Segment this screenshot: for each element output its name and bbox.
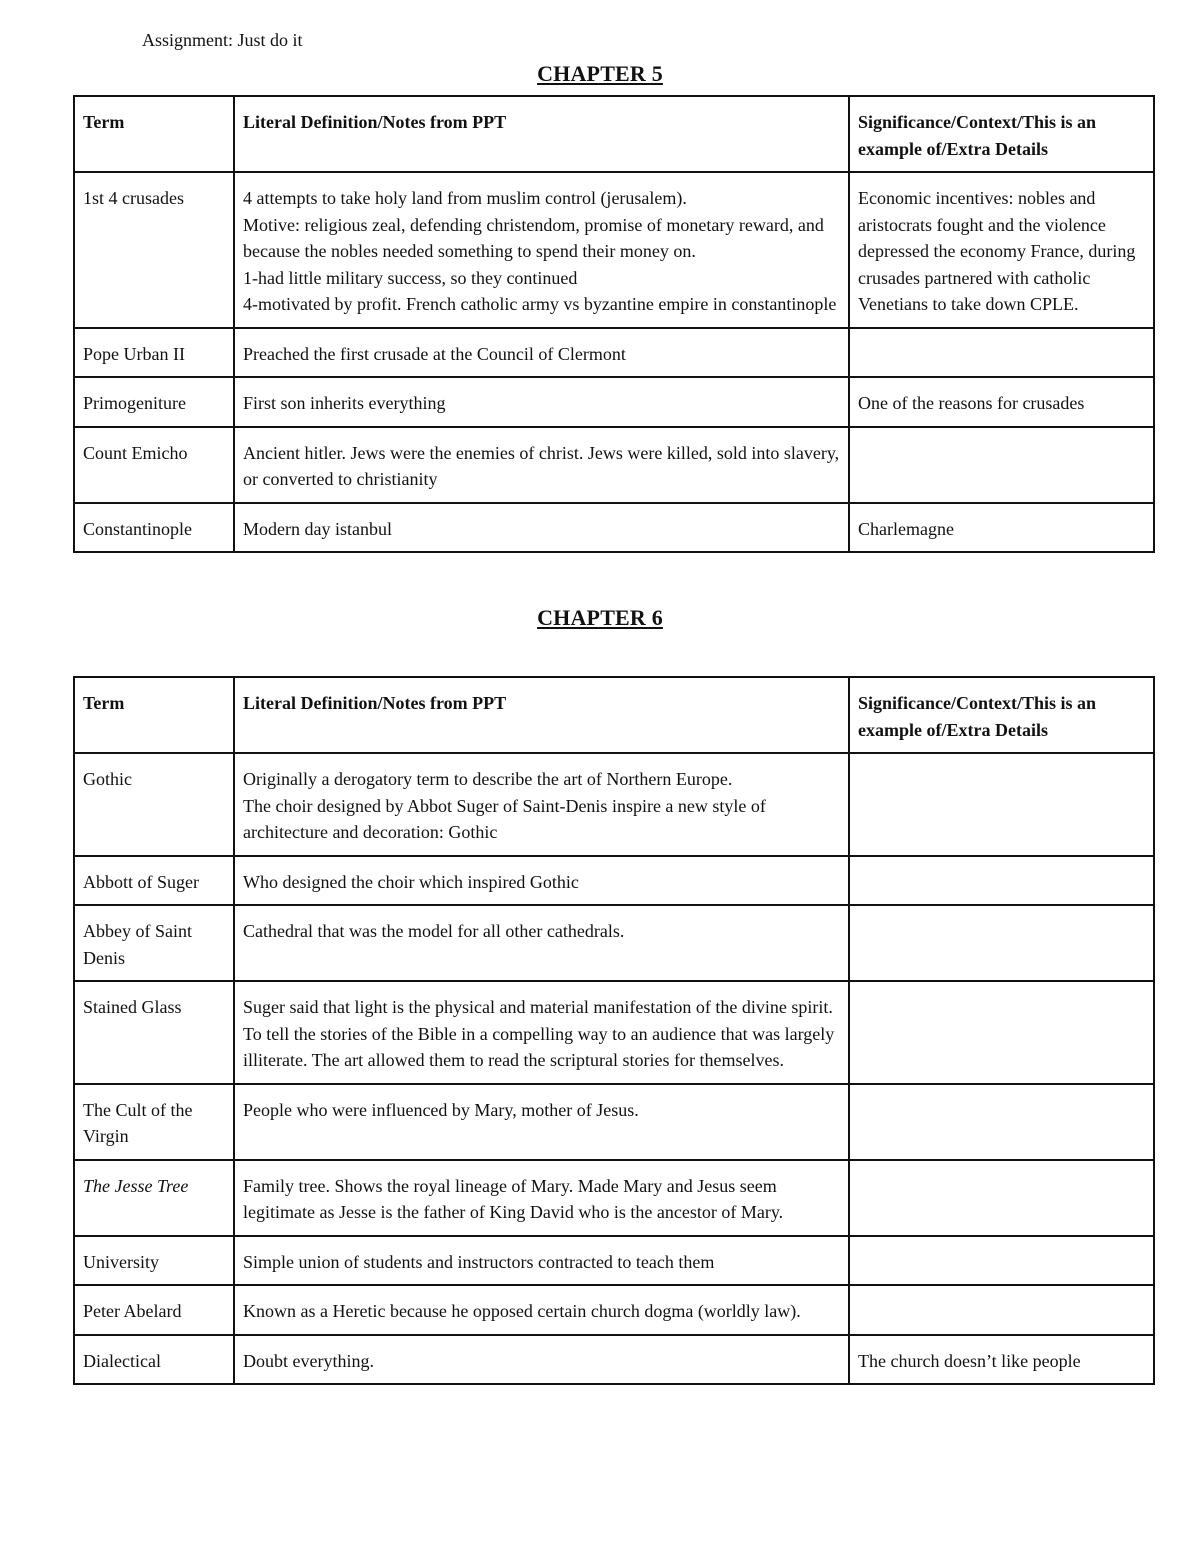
definition-cell	[234, 172, 849, 328]
assignment-line: Assignment: Just do it	[142, 30, 303, 50]
term-cell: The Jesse Tree	[74, 1160, 234, 1236]
definition-line: Motive: religious zeal, defending christendom, promise of monetary reward, and because the nobles needed something to spend their money on.	[243, 214, 824, 261]
definition-cell: Simple union of students and instructors contracted to teach them	[234, 1236, 849, 1286]
definition-cell: First son inherits everything	[234, 377, 849, 427]
definition-cell: Preached the first crusade at the Council of Clermont	[234, 328, 849, 378]
table-row	[74, 1335, 1154, 1385]
term-cell: University	[74, 1236, 234, 1286]
significance-cell	[849, 981, 1154, 1084]
table-row	[74, 377, 1154, 427]
table-row	[74, 905, 1154, 981]
significance-cell	[849, 856, 1154, 906]
significance-column-header: Significance/Context/This is an example of/Extra Details	[849, 677, 1154, 753]
significance-cell	[849, 427, 1154, 503]
definition-cell: Who designed the choir which inspired Gothic	[234, 856, 849, 906]
definition-line: Originally a derogatory term to describe the art of Northern Europe.	[243, 769, 733, 789]
term-cell: The Cult of the Virgin	[74, 1084, 234, 1160]
significance-cell	[849, 753, 1154, 856]
term-cell: Stained Glass	[74, 981, 234, 1084]
definition-cell	[234, 753, 849, 856]
chapter-6-table	[73, 676, 1155, 1385]
table-row	[74, 1160, 1154, 1236]
chapter-5-title: CHAPTER 5	[537, 61, 663, 86]
definition-cell: Family tree. Shows the royal lineage of Mary. Made Mary and Jesus seem legitimate as Jesse is the father of King David who is the ancestor of Mary.	[234, 1160, 849, 1236]
term-cell: Count Emicho	[74, 427, 234, 503]
term-cell: Pope Urban II	[74, 328, 234, 378]
table-row	[74, 753, 1154, 856]
term-cell: Peter Abelard	[74, 1285, 234, 1335]
definition-cell: People who were influenced by Mary, mother of Jesus.	[234, 1084, 849, 1160]
chapter-6-title: CHAPTER 6	[537, 605, 663, 630]
table-row	[74, 1285, 1154, 1335]
definition-line: To tell the stories of the Bible in a compelling way to an audience that was largely illiterate. The art allowed them to read the scriptural stories for themselves.	[243, 1023, 835, 1070]
definition-column-header: Literal Definition/Notes from PPT	[234, 96, 849, 172]
definition-cell	[234, 981, 849, 1084]
term-column-header: Term	[74, 677, 234, 753]
term-cell: Abbott of Suger	[74, 856, 234, 906]
term-cell: 1st 4 crusades	[74, 172, 234, 328]
significance-column-header: Significance/Context/This is an example of/Extra Details	[849, 96, 1154, 172]
significance-cell: Economic incentives: nobles and aristocrats fought and the violence depressed the economy France, during crusades partnered with catholic Venetians to take down CPLE.	[849, 172, 1154, 328]
table-row	[74, 1236, 1154, 1286]
definition-line: The choir designed by Abbot Suger of Saint-Denis inspire a new style of architecture and decoration: Gothic	[243, 795, 766, 842]
table-row	[74, 328, 1154, 378]
significance-cell: The church doesn’t like people	[849, 1335, 1154, 1385]
definition-line: 4 attempts to take holy land from muslim control (jerusalem).	[243, 188, 687, 208]
table-row	[74, 503, 1154, 553]
table-row	[74, 427, 1154, 503]
term-cell: Constantinople	[74, 503, 234, 553]
significance-cell	[849, 328, 1154, 378]
significance-cell: Charlemagne	[849, 503, 1154, 553]
definition-cell: Doubt everything.	[234, 1335, 849, 1385]
table-header-row	[74, 96, 1154, 172]
definition-line: Suger said that light is the physical and material manifestation of the divine spirit.	[243, 997, 833, 1017]
definition-cell: Ancient hitler. Jews were the enemies of christ. Jews were killed, sold into slavery, or converted to christianity	[234, 427, 849, 503]
definition-line: 1-had little military success, so they continued	[243, 267, 578, 288]
term-cell: Primogeniture	[74, 377, 234, 427]
significance-cell	[849, 1084, 1154, 1160]
significance-cell: One of the reasons for crusades	[849, 377, 1154, 427]
table-row	[74, 856, 1154, 906]
chapter-5-table	[73, 95, 1155, 553]
term-column-header: Term	[74, 96, 234, 172]
significance-cell	[849, 1160, 1154, 1236]
significance-cell	[849, 905, 1154, 981]
table-row	[74, 981, 1154, 1084]
significance-cell	[849, 1236, 1154, 1286]
definition-column-header: Literal Definition/Notes from PPT	[234, 677, 849, 753]
significance-cell	[849, 1285, 1154, 1335]
term-cell: Gothic	[74, 753, 234, 856]
table-row	[74, 172, 1154, 328]
definition-line: 4-motivated by profit. French catholic army vs byzantine empire in constantinople	[243, 294, 837, 314]
definition-cell: Cathedral that was the model for all other cathedrals.	[234, 905, 849, 981]
table-header-row	[74, 677, 1154, 753]
definition-cell: Modern day istanbul	[234, 503, 849, 553]
term-cell: Dialectical	[74, 1335, 234, 1385]
definition-cell: Known as a Heretic because he opposed certain church dogma (worldly law).	[234, 1285, 849, 1335]
table-row	[74, 1084, 1154, 1160]
term-cell: Abbey of Saint Denis	[74, 905, 234, 981]
